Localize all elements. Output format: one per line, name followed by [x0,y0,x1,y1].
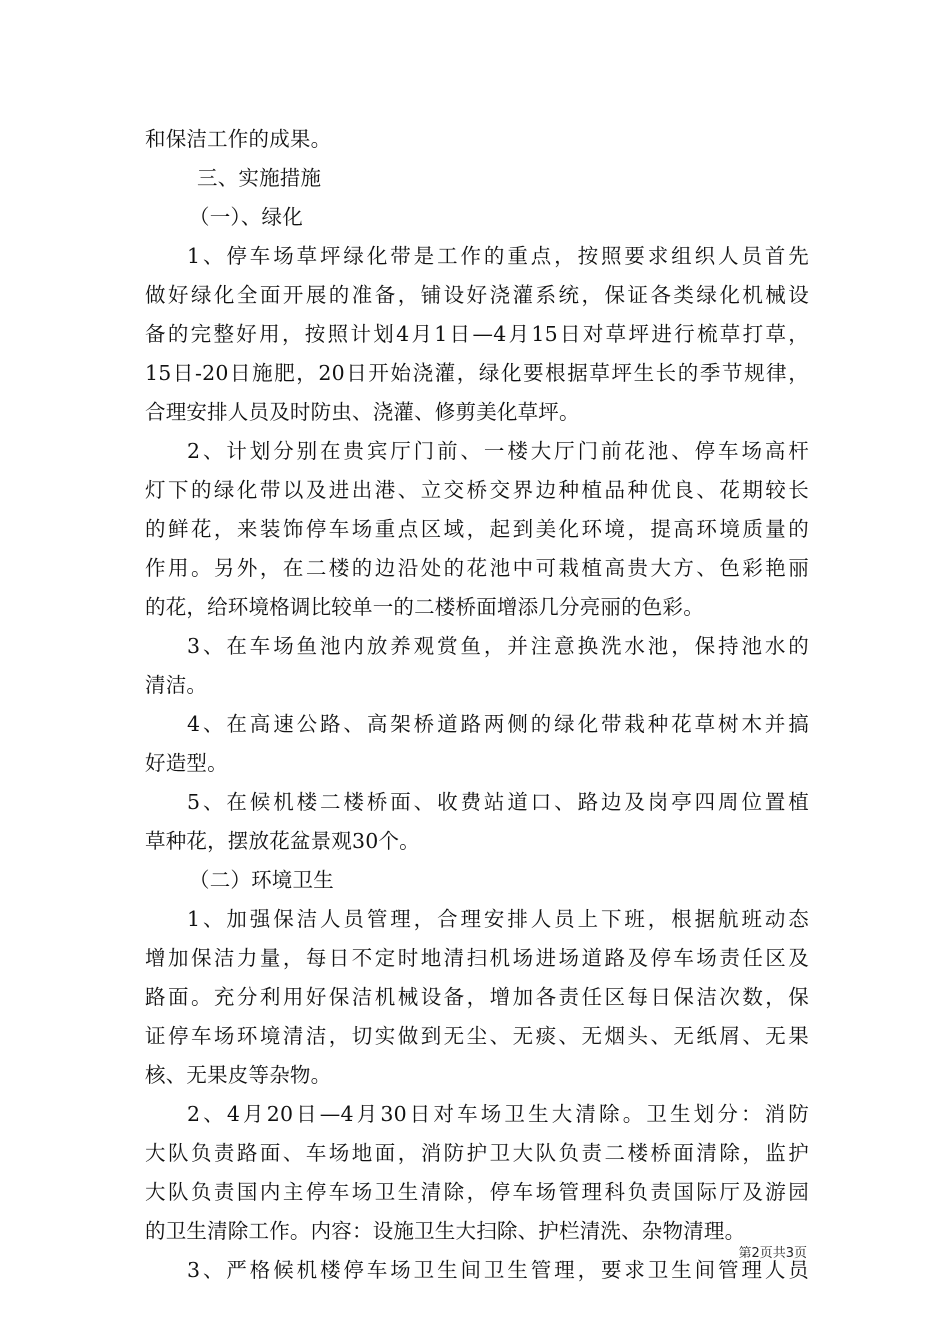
page-number: 第2页共3页 [738,1246,807,1261]
section-heading: （二）环境卫生 [189,868,334,892]
text-line: 清洁。 [145,673,208,697]
text-line: 3、在车场鱼池内放养观赏鱼，并注意换洗水池，保持池水的 [187,634,809,658]
text-line: 核、无果皮等杂物。 [145,1063,332,1087]
text-line: 大队负责国内主停车场卫生清除，停车场管理科负责国际厅及游园 [145,1180,809,1204]
text-line: 备的完整好用，按照计划4月1日—4月15日对草坪进行梳草打草， [145,322,809,346]
text-line: 的卫生清除工作。内容：设施卫生大扫除、护栏清洗、杂物清理。 [145,1219,746,1243]
text-line: 做好绿化全面开展的准备，铺设好浇灌系统，保证各类绿化机械设 [145,283,809,307]
text-line: 的花，给环境格调比较单一的二楼桥面增添几分亮丽的色彩。 [145,595,704,619]
text-line: 2、4月20日—4月30日对车场卫生大清除。卫生划分：消防 [187,1102,809,1126]
text-line: 灯下的绿化带以及进出港、立交桥交界边种植品种优良、花期较长 [145,478,809,502]
text-line: 3、严格候机楼停车场卫生间卫生管理，要求卫生间管理人员 [187,1258,809,1282]
text-line: 大队负责路面、车场地面，消防护卫大队负责二楼桥面清除，监护 [145,1141,809,1165]
text-line: 1、加强保洁人员管理，合理安排人员上下班，根据航班动态 [187,907,809,931]
document-body [145,120,809,1290]
text-line: 增加保洁力量，每日不定时地清扫机场进场道路及停车场责任区及 [145,946,809,970]
text-line: 15日-20日施肥，20日开始浇灌，绿化要根据草坪生长的季节规律， [145,361,809,385]
text-line: 5、在候机楼二楼桥面、收费站道口、路边及岗亭四周位置植 [187,790,809,814]
section-heading: 三、实施措施 [197,166,322,190]
text-line: 路面。充分利用好保洁机械设备，增加各责任区每日保洁次数，保 [145,985,809,1009]
text-line: 的鲜花，来装饰停车场重点区域，起到美化环境，提高环境质量的 [145,517,809,541]
text-line: 作用。另外，在二楼的边沿处的花池中可栽植高贵大方、色彩艳丽 [145,556,809,580]
text-line: 2、计划分别在贵宾厅门前、一楼大厅门前花池、停车场高杆 [187,439,809,463]
text-line: 好造型。 [145,751,228,775]
text-line: 1、停车场草坪绿化带是工作的重点，按照要求组织人员首先 [187,244,809,268]
text-line: 草种花，摆放花盆景观30个。 [145,829,420,853]
text-line: 和保洁工作的成果。 [145,127,332,151]
text-line: 证停车场环境清洁，切实做到无尘、无痰、无烟头、无纸屑、无果 [145,1024,809,1048]
text-line: 4、在高速公路、高架桥道路两侧的绿化带栽种花草树木并搞 [187,712,809,736]
section-heading: （一）、绿化 [189,205,303,229]
text-line: 合理安排人员及时防虫、浇灌、修剪美化草坪。 [145,400,580,424]
